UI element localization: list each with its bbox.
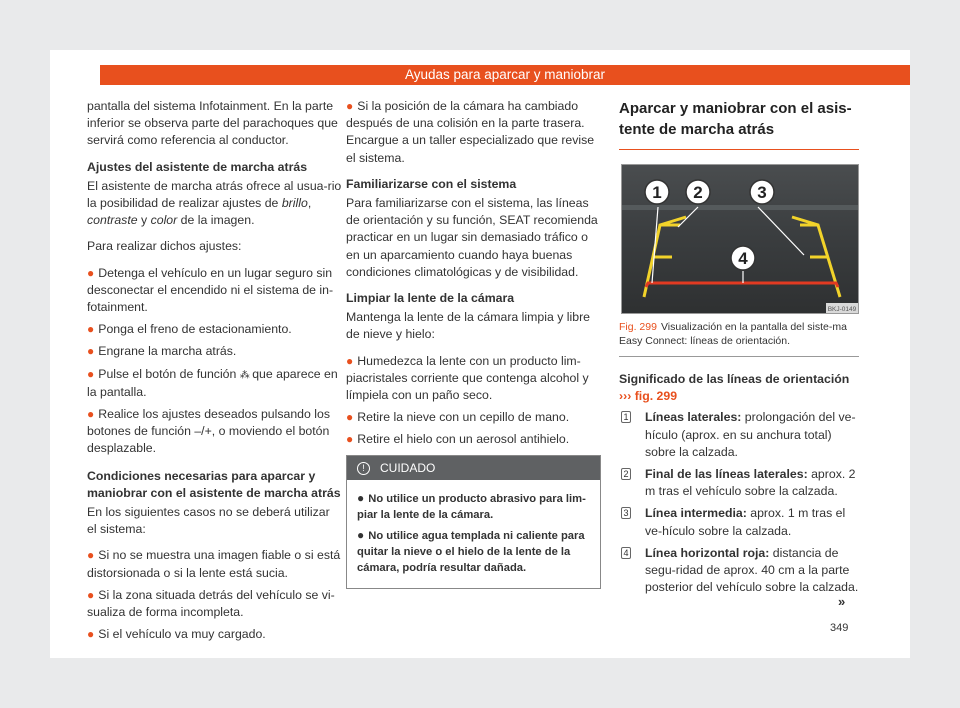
list-item: ● No utilice agua templada ni caliente para quitar la nieve o el hielo de la lente de la cámara, podría resultar dañada.	[357, 527, 585, 574]
bullet-icon: ●	[87, 322, 95, 337]
list-item: ● Detenga el vehículo en un lugar seguro sin desconectar el encendido ni el sistema de in-fotainment.	[87, 265, 334, 315]
list-item: ● Si no se muestra una imagen fiable o si está distorsionada o si la lente está sucia.	[87, 548, 341, 580]
bullet-icon: ●	[87, 407, 95, 422]
list-item: 2 Final de las líneas laterales: aprox. 2 m tras el vehículo sobre la calzada.	[619, 466, 859, 500]
callout-label-2: 2	[693, 183, 703, 202]
bullet-icon: ●	[87, 627, 95, 642]
figure-code: BKJ-0149	[827, 306, 857, 313]
list-item: ● Si la posición de la cámara ha cambiado después de una colisión en la parte trasera. Encargue a un taller especializado que revise el sistema.	[346, 99, 595, 165]
chapter-header: Ayudas para aparcar y maniobrar	[100, 65, 910, 85]
list-item: ● Si el vehículo va muy cargado.	[87, 627, 266, 642]
bullet-icon: ●	[87, 265, 95, 280]
caution-body	[347, 480, 600, 588]
item-number-badge: 1	[621, 411, 631, 423]
familiar-paragraph: Para familiarizarse con el sistema, las líneas de orientación y su función, SEAT recomienda practicar en un lugar sin demasiado tráfico o en un aparcamiento cuando haya buenas condiciones climatológicas y de visibilidad.	[346, 196, 598, 279]
clean-paragraph: Mantenga la lente de la cámara limpia y libre de nieve y hielo:	[346, 310, 591, 342]
document-page	[50, 50, 910, 658]
caution-header	[347, 456, 600, 480]
list-item: ● Si la zona situada detrás del vehículo se vi-sualiza de forma incompleta.	[87, 587, 335, 620]
list-item: ● Retire el hielo con un aerosol antihielo.	[346, 432, 570, 447]
list-item: ● Pulse el botón de función ⁂ que aparece en la pantalla.	[87, 366, 338, 399]
camera-view-figure	[621, 164, 859, 314]
caution-box	[346, 455, 601, 589]
conditions-heading: Condiciones necesarias para aparcar y maniobrar con el asistente de marcha atrás	[87, 468, 341, 500]
item-number-badge: 4	[621, 547, 631, 559]
clean-heading: Limpiar la lente de la cámara	[346, 291, 515, 306]
item-number-badge: 3	[621, 507, 631, 519]
list-item: 1 Líneas laterales: prolongación del ve-hículo (aprox. en su anchura total) sobre la calzada.	[619, 409, 859, 461]
intro-paragraph: pantalla del sistema Infotainment. En la parte inferior se observa parte del parachoques que servirá como referencia al conductor.	[87, 99, 338, 148]
list-item: ● Engrane la marcha atrás.	[87, 344, 237, 359]
bullet-icon: ●	[87, 587, 95, 602]
bullet-icon: ●	[357, 490, 365, 505]
list-item: 4 Línea horizontal roja: distancia de segu-ridad de aprox. 40 cm a la parte posterior del vehículo sobre la calzada.	[619, 545, 859, 597]
bullet-icon: ●	[346, 432, 354, 447]
column-middle	[346, 98, 601, 589]
bullet-icon: ●	[87, 548, 95, 563]
column-left	[87, 98, 342, 648]
familiar-heading: Familiarizarse con el sistema	[346, 176, 517, 191]
list-item: ● Realice los ajustes deseados pulsando los botones de función –/+, o moviendo el botón desplazable.	[87, 407, 330, 456]
figure-number: Fig. 299	[619, 321, 657, 333]
callout-label-4: 4	[738, 249, 748, 268]
section-title: Aparcar y maniobrar con el asis-tente de marcha atrás	[619, 98, 859, 150]
item-number-badge: 2	[621, 468, 631, 480]
caution-title: CUIDADO	[380, 460, 436, 475]
adjust-intro: Para realizar dichos ajustes:	[87, 239, 242, 254]
list-item: ● No utilice un producto abrasivo para lim-piar la lente de la cámara.	[357, 490, 586, 521]
meaning-block	[619, 371, 859, 405]
figure-reference-link[interactable]: ››› fig. 299	[619, 389, 678, 404]
bullet-icon: ●	[346, 410, 354, 425]
page-number: 349	[830, 622, 849, 634]
bullet-icon: ●	[346, 99, 354, 113]
list-item: ● Ponga el freno de estacionamiento.	[87, 322, 292, 337]
callout-label-1: 1	[652, 183, 662, 202]
column-right	[619, 98, 859, 601]
list-item: ● Humedezca la lente con un producto lim-piacristales corriente que contenga alcohol y límpiela con un paño seco.	[346, 353, 589, 403]
adjust-paragraph: El asistente de marcha atrás ofrece al usua-rio la posibilidad de realizar ajustes de brillo, contraste y color de la imagen.	[87, 178, 342, 228]
meaning-title: Significado de las líneas de orientación	[619, 372, 850, 386]
list-item: 3 Línea intermedia: aprox. 1 m tras el ve-hículo sobre la calzada.	[619, 505, 859, 539]
figure-caption: Fig. 299 Visualización en la pantalla del siste-ma Easy Connect: líneas de orientación.	[619, 320, 859, 357]
bullet-icon: ●	[87, 344, 95, 359]
list-item: ● Retire la nieve con un cepillo de mano.	[346, 410, 570, 425]
bullet-icon: ●	[357, 527, 365, 542]
continued-icon: »	[838, 594, 846, 609]
conditions-paragraph: En los siguientes casos no se deberá utilizar el sistema:	[87, 505, 330, 537]
adjust-heading: Ajustes del asistente de marcha atrás	[87, 159, 308, 174]
warning-circle-icon: !	[357, 462, 370, 475]
callout-label-3: 3	[757, 183, 767, 202]
settings-function-icon: ⁂	[239, 369, 249, 381]
bullet-icon: ●	[87, 366, 95, 381]
orientation-lines-illustration	[622, 165, 859, 314]
bullet-icon: ●	[346, 353, 354, 368]
